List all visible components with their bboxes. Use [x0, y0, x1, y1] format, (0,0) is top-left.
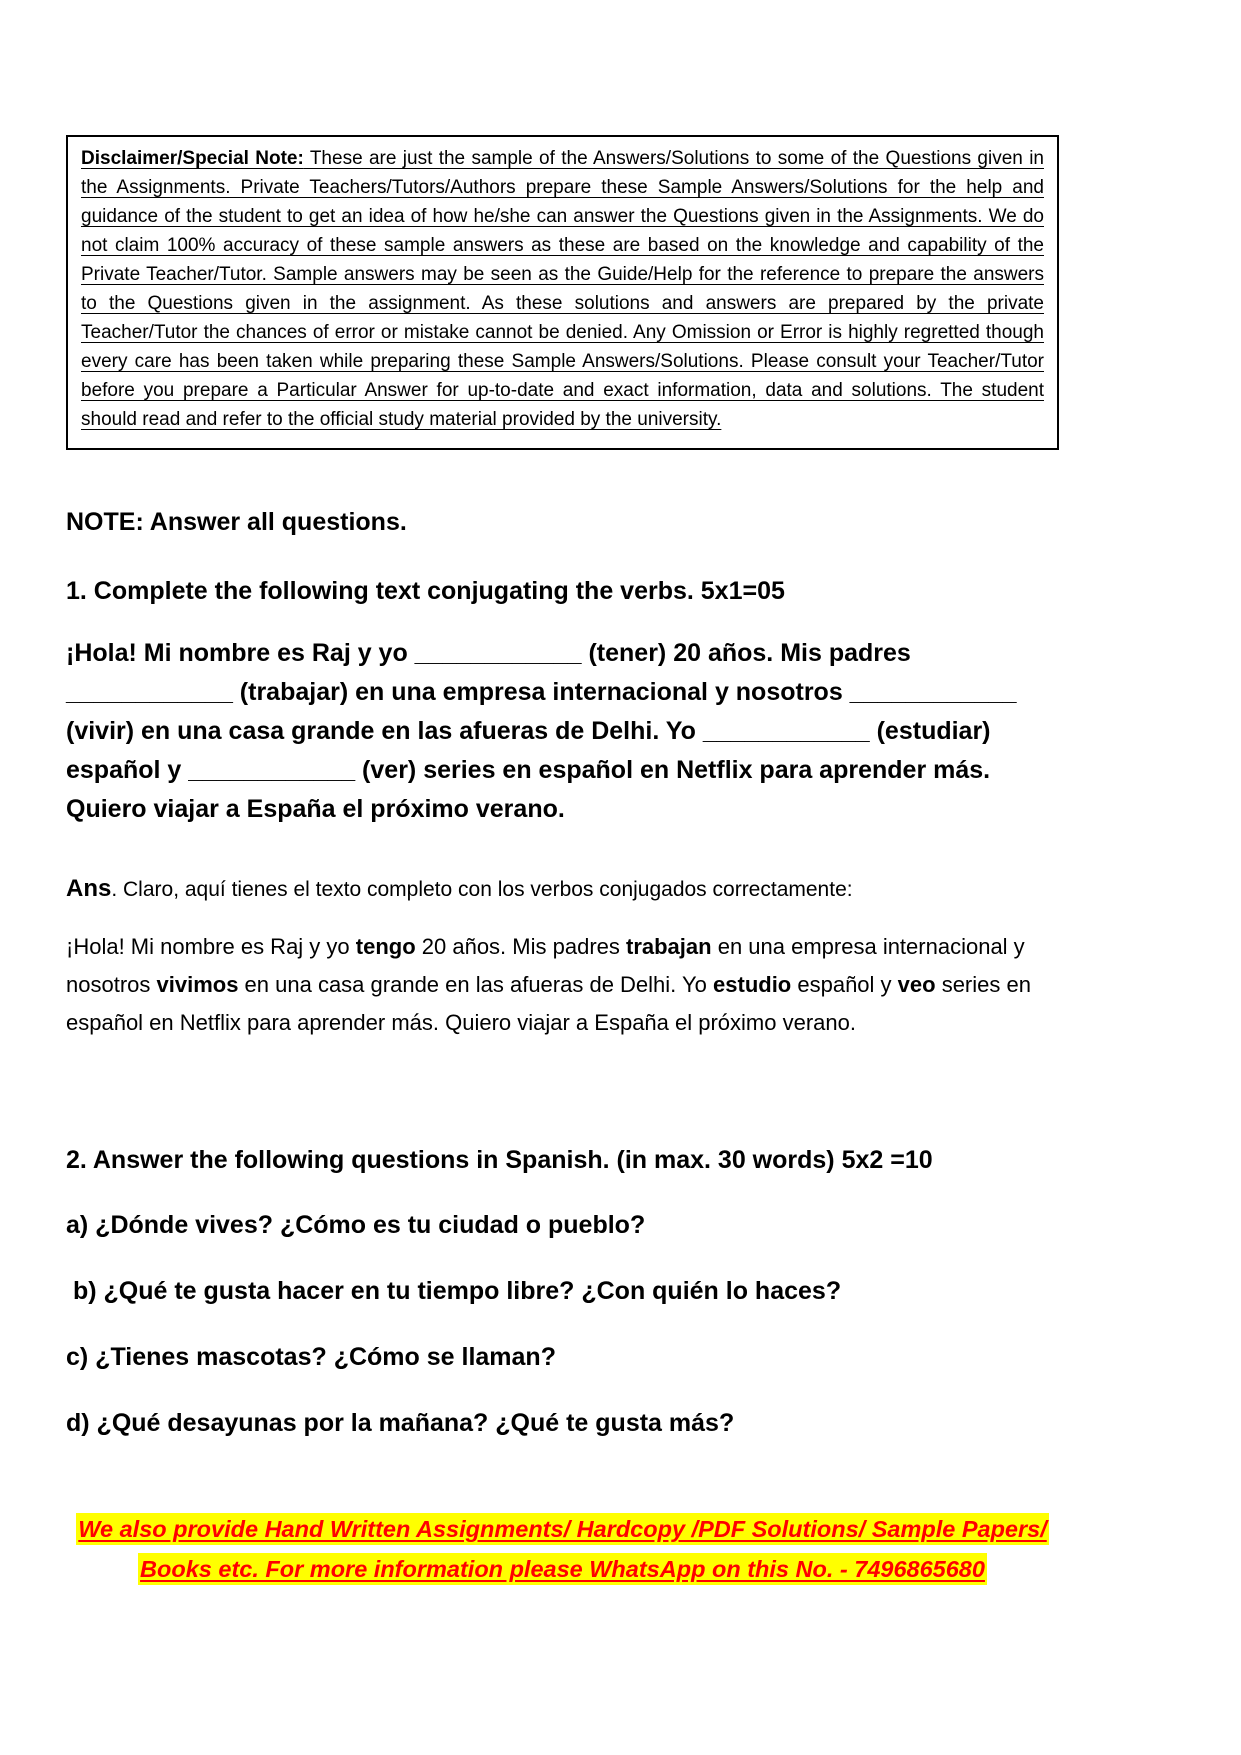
footer-text: We also provide Hand Written Assignments/ Hardcopy /PDF Solutions/ Sample Papers/ Books etc. For more information please WhatsApp on this No. - 7496865680 [76, 1513, 1049, 1585]
question-2-heading: 2. Answer the following questions in Spanish. (in max. 30 words) 5x2 =10 [66, 1146, 933, 1174]
footer-banner [66, 1511, 1059, 1591]
disclaimer-paragraph [81, 144, 1044, 434]
question-2-item-c: c) ¿Tienes mascotas? ¿Cómo se llaman? [66, 1343, 556, 1371]
answer-label: Ans [66, 875, 112, 902]
disclaimer-box [66, 135, 1059, 450]
question-1-answer-intro [66, 873, 1059, 906]
question-1-prompt: ¡Hola! Mi nombre es Raj y yo ____________ (tener) 20 años. Mis padres ____________ (trabajar) en una empresa internacional y nosotros ____________ (vivir) en una casa grande en las afueras de Delhi. Yo ____________ (estudiar) español y ____________ (ver) series en español en Netflix para aprender más. Quiero viajar a España el próximo verano. [66, 639, 1017, 823]
question-1-answer: ¡Hola! Mi nombre es Raj y yo tengo 20 años. Mis padres trabajan en una empresa internacional y nosotros vivimos en una casa grande en las afueras de Delhi. Yo estudio español y veo series en español en Netflix para aprender más. Quiero viajar a España el próximo verano. [66, 934, 1031, 1035]
disclaimer-label: Disclaimer/Special Note: [81, 148, 304, 169]
note-heading: NOTE: Answer all questions. [66, 508, 407, 536]
question-2-item-b: b) ¿Qué te gusta hacer en tu tiempo libre? ¿Con quién lo haces? [66, 1277, 842, 1305]
answer-intro-text: . Claro, aquí tienes el texto completo con los verbos conjugados correctamente: [111, 878, 853, 901]
disclaimer-body: These are just the sample of the Answers/Solutions to some of the Questions given in the Assignments. Private Teachers/Tutors/Authors prepare these Sample Answers/Solutions for the help and guidance of the student to get an idea of how he/she can answer the Questions given in the Assignments. We do not claim 100% accuracy of these sample answers as these are based on the knowledge and capability of the Private Teacher/Tutor. Sample answers may be seen as the Guide/Help for the reference to prepare the answers to the Questions given in the assignment. As these solutions and answers are prepared by the private Teacher/Tutor the chances of error or mistake cannot be denied. Any Omission or Error is highly regretted though every care has been taken while preparing these Sample Answers/Solutions. Please consult your Teacher/Tutor before you prepare a Particular Answer for up-to-date and exact information, data and solutions. The student should read and refer to the official study material provided by the university. [81, 148, 1044, 430]
question-2-item-d: d) ¿Qué desayunas por la mañana? ¿Qué te gusta más? [66, 1409, 735, 1437]
question-2-item-a: a) ¿Dónde vives? ¿Cómo es tu ciudad o pueblo? [66, 1211, 646, 1239]
question-1-heading: 1. Complete the following text conjugating the verbs. 5x1=05 [66, 577, 785, 605]
